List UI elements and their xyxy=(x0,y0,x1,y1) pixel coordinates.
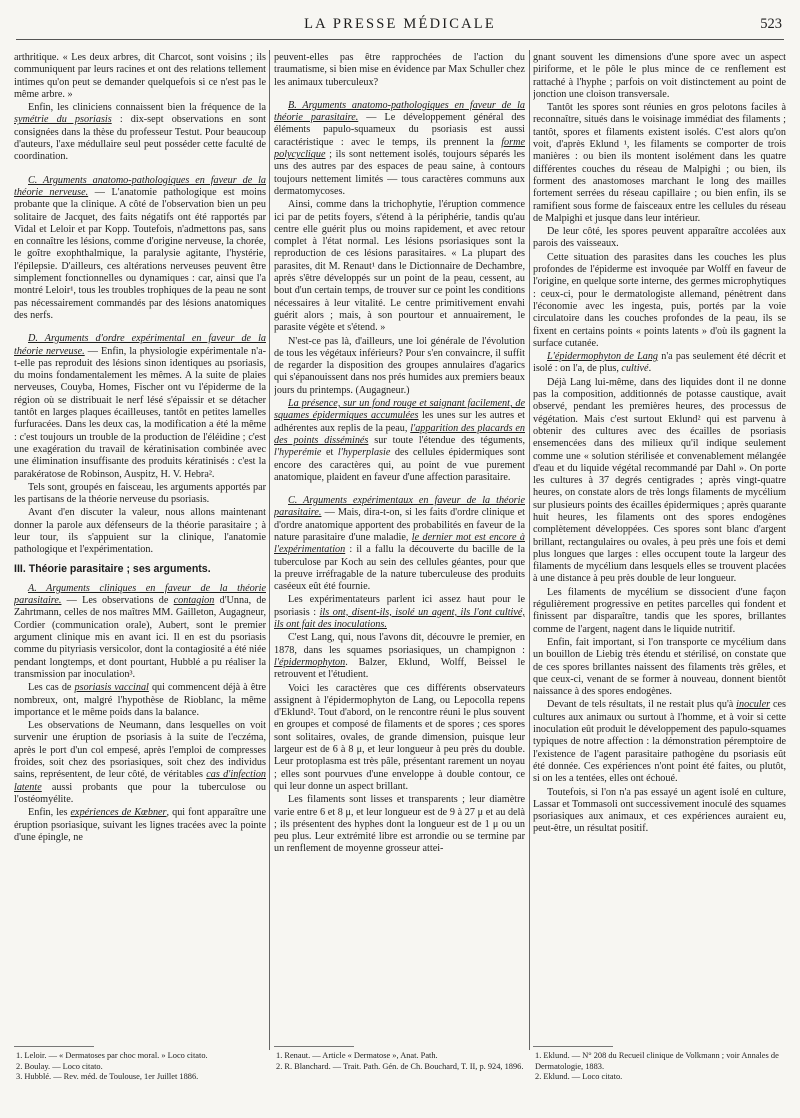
footnotes-column-2 xyxy=(274,1046,525,1072)
section-paragraph: D. Arguments d'ordre expérimental en faveur de la théorie nerveuse. — Enfin, la physiologie expérimentale n'a-t-elle pas reproduit des lésions sinon identiques au psoriasis, du moins fondamentalement les mêmes. A la suite de plaies nerveuses, Couyba, Homes, Fischer ont vu l'épiderme de la région où se distribuait le nerf lésé s'épaissir et se détacher tantôt en larges plaques écailleuses, tantôt en petites lamelles furfuracées. Dans les deux cas, la modification a été la même : c'est toujours un trouble de la production de l'éléidine ; c'est une exagération du travail de kératinisation combinée avec une élimination insuffisante des produits kératinisés : c'est la parakératose de Robinson, Auspitz, H. V. Hebra². xyxy=(14,333,266,480)
footnote: 1. Eklund. — N° 208 du Recueil clinique de Volkmann ; voir Annales de Dermatologie, 1883. xyxy=(535,1051,779,1071)
paragraph: De leur côté, les spores peuvent apparaître accolées aux parois des vaisseaux. xyxy=(533,226,786,250)
paragraph: Les cas de psoriasis vaccinal qui commencent déjà à être nombreux, ont, malgré l'hypothèse de Rioblanc, la même importance et le même poids dans la balance. xyxy=(14,682,266,718)
paragraph: Enfin, les cliniciens connaissent bien la fréquence de la symétrie du psoriasis : dix-sept observations en sont consignées dans la thèse du professeur Testut. Pour beaucoup d'auteurs, l'axe médullaire seul peut posséder cette faculté de coordination. xyxy=(14,102,266,163)
section-paragraph: C. Arguments expérimentaux en faveur de la théorie parasitaire. — Mais, dira-t-on, si les faits d'ordre clinique et d'ordre anatomique apportent des probabilités en faveur de la nature parasitaire d'une maladie, le dernier mot est encore à l'expérimentation : il a fallu la découverte du bacille de la tuberculose par Koch au sein des cellules géantes, pour que la preuve irréfragable de la nature tuberculeuse des produits caséeux eût été fournie. xyxy=(274,495,525,593)
section-heading: D. Arguments d'ordre expérimental en faveur de la théorie nerveuse. xyxy=(14,333,266,357)
paragraph: arthritique. « Les deux arbres, dit Charcot, sont voisins ; ils communiquent par leurs racines et ont des relations tellement intimes qu'on peut se demander quelquefois si ce n'est pas le même arbre. » xyxy=(14,52,266,100)
section-paragraph: C. Arguments anatomo-pathologiques en faveur de la théorie nerveuse. — L'anatomie pathologique est moins probante que la clinique. A côté de l'observation bien un peu solitaire de Jacquet, des faits négatifs ont été rapportés par Vidal et Leloir et par Kopp. Toutefois, n'admettons pas, sans en connaître les lésions, comme d'origine nerveuse, la chorée, le goître exophthalmique, la paralysie agitante, l'hystérie, l'épilepsie. D'ailleurs, ces altérations nerveuses peuvent être simplement fonctionnelles ou dynamiques : car, ainsi que l'a montré Leloir¹, tous les troubles trophiques de la peau ne sont pas nécessairement commandés par des lésions anatomiques des nerfs. xyxy=(14,174,266,321)
column-divider-1 xyxy=(269,50,270,1050)
paragraph: Les filaments sont lisses et transparents ; leur diamètre varie entre 6 et 8 μ, et leur longueur est de 9 à 27 μ et au delà ; ils présentent des hyphes dont la longueur est de 1 μ ou un peu plus. Leur extrémité libre est arrondie ou se termine par un renflement de moyenne grosseur attei- xyxy=(274,794,525,855)
column-1 xyxy=(14,52,266,1038)
column-divider-2 xyxy=(529,50,530,1050)
paragraph: Les observations de Neumann, dans lesquelles on voit survenir une éruption de psoriasis à la suite de l'eczéma, après le port d'un col empesé, après l'emploi de compresses froides, soit chez des psoriasiques, soit chez des individus sains, représentent, de leur côté, de véritables cas d'infection latente aussi probants que pour la tuberculose ou l'ostéomyélite. xyxy=(14,720,266,805)
paragraph: Enfin, fait important, si l'on transporte ce mycélium dans un bouillon de Liebig très étendu et stérilisé, on constate que de ces spores brillantes naissent des filaments très grêles, et que ceux-ci, venant de se former à nouveau, donnent bientôt naissance à des spores endogènes. xyxy=(533,636,786,698)
footnote: 2. Eklund. — Loco citato. xyxy=(535,1072,623,1081)
paragraph: Toutefois, si l'on n'a pas essayé un agent isolé en culture, Lassar et Tommasoli ont successivement inoculé des squames psoriasiques aux animaux, et ces expériences auraient eu, peut-être, un résultat positif. xyxy=(533,786,786,835)
paragraph: Tantôt les spores sont réunies en gros pelotons faciles à reconnaître, situés dans le voisinage immédiat des filaments ; tantôt, spores et filaments existent isolés. C'est alors qu'on voit, d'après Eklund ¹, les filaments se comporter de trois manières : ou bien ils montent isolément dans les quatre différentes couches du réseau de Malpighi ; ou bien, ils forment des anastomoses marchant le long des mailles fortement serrées du réseau capillaire ; ou bien enfin, ils se ramifient sous forme de faisceaux entre les cellules du réseau de Malpighi et jusque dans leur intérieur. xyxy=(533,102,786,224)
paragraph: Avant d'en discuter la valeur, nous allons maintenant donner la parole aux défenseurs de la théorie parasitaire ; à leur tour, ils s'appuient sur la clinique, l'anatomie pathologique et l'expérimentation. xyxy=(14,507,266,556)
column-2 xyxy=(274,52,525,1038)
paragraph: gnant souvent les dimensions d'une spore avec un aspect piriforme, et le pôle le plus mince de ce renflement est rattaché à l'hyphe ; parfois on voit distinctement au point de jonction une cloison transversale. xyxy=(533,52,786,100)
paragraph: N'est-ce pas là, d'ailleurs, une loi générale de l'évolution de tous les végétaux inférieurs? Pour s'en convaincre, il suffit de regarder la disposition des groupes annulaires d'agarics qui s'épanouissent dans nos prés humides aux premiers beaux jours du printemps. (Augagneur.) xyxy=(274,335,525,396)
section-heading: C. Arguments anatomo-pathologiques en faveur de la théorie nerveuse. xyxy=(14,174,266,198)
footnote: 3. Hubblé. — Rev. méd. de Toulouse, 1er Juillet 1886. xyxy=(16,1072,199,1081)
paragraph: Cette situation des parasites dans les couches les plus profondes de l'épiderme est invoquée par Wolff en faveur de l'origine, en quelque sorte interne, des germes microphytiques : ceux-ci, pour le dermatologiste allemand, pénètrent dans l'économie avec les ingesta, puis, portés par la voie circulatoire dans les couches profondes de la peau, ils se fixent en certains points « points latents » d'où ils gagnent la surface cutanée. xyxy=(533,251,786,349)
paragraph: L'épidermophyton de Lang n'a pas seulement été décrit et isolé : on l'a, de plus, cultivé. xyxy=(533,351,786,375)
footnote: 2. R. Blanchard. — Trait. Path. Gén. de Ch. Bouchard, T. II, p. 924, 1896. xyxy=(276,1061,524,1071)
footnotes-column-1 xyxy=(14,1046,266,1083)
page-header xyxy=(16,10,784,38)
paragraph: Tels sont, groupés en faisceau, les arguments apportés par les partisans de la théorie nerveuse du psoriasis. xyxy=(14,481,266,506)
chapter-heading: III. Théorie parasitaire ; ses arguments. xyxy=(14,562,211,575)
paragraph: peuvent-elles pas être rapprochées de l'action du traumatisme, si bien mise en évidence par Max Schuller chez les animaux tuberculeux? xyxy=(274,52,525,88)
section-heading: C. Arguments expérimentaux en faveur de la théorie parasitaire. xyxy=(274,495,525,519)
paragraph: Enfin, les expériences de Kœbner, qui font apparaître une éruption psoriasique, suivant les lignes tracées avec la pointe d'une épingle, ne xyxy=(14,807,266,843)
section-heading: A. Arguments cliniques en faveur de la théorie parasitaire. xyxy=(14,582,266,607)
section-paragraph: B. Arguments anatomo-pathologiques en faveur de la théorie parasitaire. — Le développement général des éléments papulo-squameux du psoriasis est aussi caractéristique : avec le temps, ils prennent la forme polycyclique ; ils sont nettement isolés, toujours séparés les uns des autres par des espaces de peau saine, à contours toujours nettement limités — tous caractères communs aux dermatomycoses. xyxy=(274,99,525,197)
section-paragraph: A. Arguments cliniques en faveur de la théorie parasitaire. — Les observations de contagion d'Unna, de Zahrtmann, celles de nos maîtres MM. Gailleton, Augagneur, Cordier (communication orale), Aubert, sont le premier argument clinique mis en avant ici. Il en est du psoriasis comme du pityriasis versicolor, dont la contagiosité a été niée pendant longtemps, et dont pourtant, Hubblé a pu réaliser la transmission par inoculation³. xyxy=(14,582,266,680)
header-rule xyxy=(16,39,784,40)
paragraph: Voici les caractères que ces différents observateurs assignent à l'épidermophyton de Lang, ou Lepocolla repens d'Eklund². Tout d'abord, on le rencontre réuni le plus souvent en groupes et composé de filaments et de spores ; ces spores sont solitaires, ovales, de grande dimension, puisque leur largeur est de 6 à 8 μ, et leur longueur à peu près du double. Leur protoplasma est très pâle, présentant rarement un noyau ; elles sont pourvues d'une enveloppe à double contour, ce qui leur donne un aspect brillant. xyxy=(274,682,525,792)
paragraph: C'est Lang, qui, nous l'avons dit, découvre le premier, en 1878, dans les squames psoriasiques, un champignon : l'épidermophyton. Balzer, Eklund, Wolff, Beissel le retrouvent et l'étudient. xyxy=(274,632,525,681)
paragraph: Ainsi, comme dans la trichophytie, l'éruption commence ici par de petits foyers, s'étend à la périphérie, tandis qu'au centre elle guérit plus ou moins rapidement, et avec retour complet à l'état normal. Les lésions psoriasiques sont la reproduction de ces lésions parasitaires. « La plupart des parasites, dit M. Renaut¹ dans le Dictionnaire de Dechambre, après s'être développés sur un point de la peau, cessent, au bout d'un certain temps, de trouver sur ce point les conditions nécessaires à leur vitalité. Le centre primitivement envahi guérit alors ; mais, à son pourtour et annuairement, le parasite végète et s'étend. » xyxy=(274,199,525,334)
journal-title: LA PRESSE MÉDICALE xyxy=(304,16,496,32)
page-number: 523 xyxy=(760,16,782,32)
paragraph: Déjà Lang lui-même, dans des liquides dont il ne donne pas la composition, additionnés de potasse caustique, avait observé, pendant les premières heures, des processus de végétation. Mais c'est surtout Eklund² qui est parvenu à obtenir des cultures avec des écailles de psoriasis ensemencées dans des milieux qu'il indique seulement comme une « solution stérilisée et convenablement mélangée d'eau et du liquide végétal recommandé par Dahl ». On porte les cultures à 37 degrés centigrades ; après vingt-quatre heures, on constate alors de très longs filaments de mycélium sur plusieurs points des écailles épidermiques ; après quarante huit heures, les filaments ont des spores endogènes complètement développées. Ces spores sont blanc d'argent brillant, rectangulaires ou ovales, à peu près une fois et demi plus longues que larges : elles occupent toute la largeur des filaments de mycélium dans lesquels elles se trouvent placées à une distance à peu près double de leur longueur. xyxy=(533,376,786,585)
section-heading: B. Arguments anatomo-pathologiques en faveur de la théorie parasitaire. xyxy=(274,99,525,124)
paragraph: Devant de tels résultats, il ne restait plus qu'à inoculer ces cultures aux animaux ou surtout à l'homme, et à voir si cette inoculation eût produit le développement des papulo-squames typiques de notre affection : la démonstration péremptoire de l'existence de l'agent parasitaire pathogène du psoriasis eût été donnée. Ces expériences n'ont point été faites, ou plutôt, si on les a tentées, elles ont échoué. xyxy=(533,699,786,785)
column-3 xyxy=(533,52,786,1038)
paragraph: Les filaments de mycélium se dissocient d'une façon régulièrement progressive en petites parcelles qui fondent et finissent par disparaître, tandis que les spores, brillantes comme de l'argent, nagent dans le liquide nutritif. xyxy=(533,586,786,635)
footnote: 1. Renaut. — Article « Dermatose », Anat. Path. xyxy=(276,1051,438,1060)
paragraph: Les expérimentateurs parlent ici assez haut pour le psoriasis : ils ont, disent-ils, isolé un agent, ils l'ont cultivé, ils ont fait des inoculations. xyxy=(274,594,525,631)
footnotes-column-3 xyxy=(533,1046,786,1083)
footnote: 2. Boulay. — Loco citato. xyxy=(16,1061,103,1071)
footnote: 1. Leloir. — « Dermatoses par choc moral. » Loco citato. xyxy=(16,1051,208,1060)
paragraph: La présence, sur un fond rouge et saignant facilement, de squames épidermiques accumulées les unes sur les autres et adhérentes aux replis de la peau, l'apparition des placards en des points disséminés sur toute l'étendue des téguments, l'hyperémie et l'hyperplasie des cellules épidermiques sont encore des caractères qui, au point de vue purement anatomique, plaident en faveur d'une affection parasitaire. xyxy=(274,398,525,483)
